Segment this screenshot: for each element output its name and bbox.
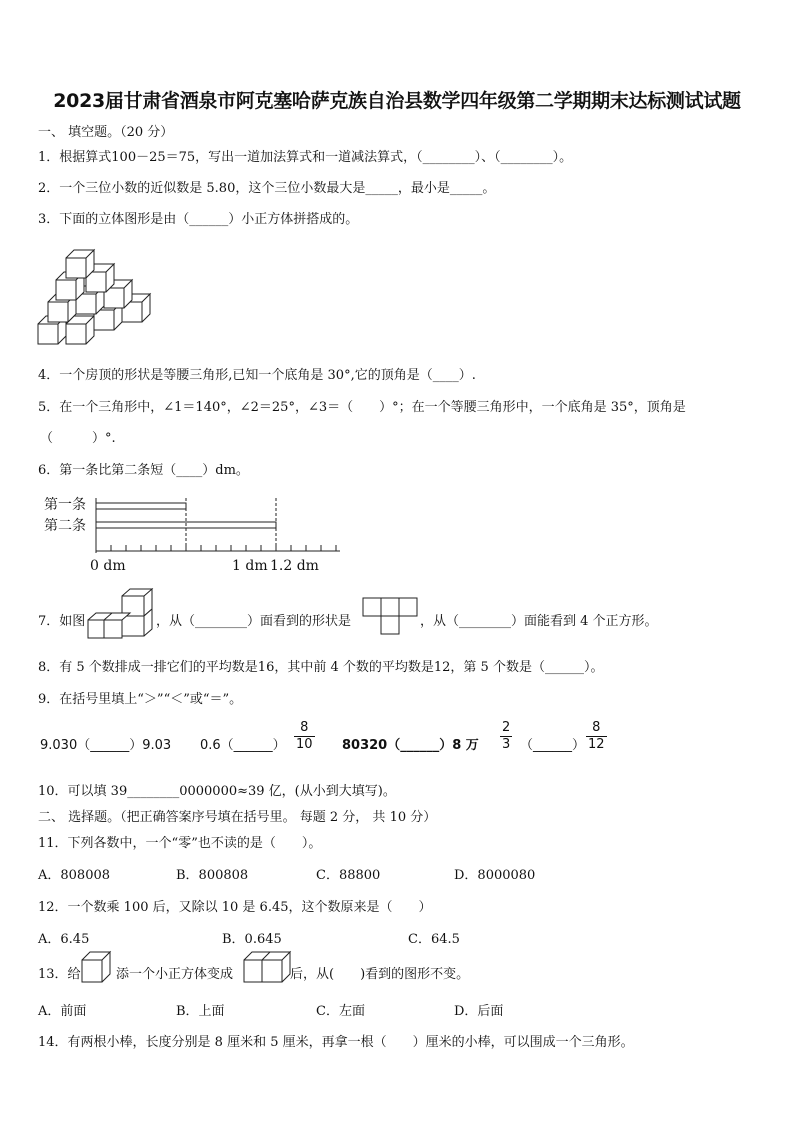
option-12-c: C．64.5 <box>408 932 460 947</box>
page-title: 2023届甘肃省酒泉市阿克塞哈萨克族自治县数学四年级第二学期期末达标测试试题 <box>53 90 741 112</box>
tick-label-0: 0 dm <box>90 558 126 574</box>
denominator: 3 <box>502 737 511 752</box>
numerator: 8 <box>294 720 315 737</box>
option-13-d: D．后面 <box>454 1004 504 1019</box>
option-11-c: C．88800 <box>316 868 381 883</box>
question-7-middle: ，从（________）面看到的形状是 <box>156 614 352 629</box>
question-5: 5．在一个三角形中，∠1＝140°，∠2＝25°，∠3＝（ ）°；在一个等腰三角形中，一个底角是 35°，顶角是 <box>38 400 686 415</box>
denominator: 12 <box>588 737 605 752</box>
question-9: 9．在括号里填上“＞”“＜”或“＝”。 <box>38 692 243 707</box>
question-8: 8．有 5 个数排成一排它们的平均数是16，其中前 4 个数的平均数是12，第 5 个数是（______）。 <box>38 660 604 675</box>
option-11-a: A．808008 <box>38 868 111 883</box>
option-11-b: B．800808 <box>176 868 249 883</box>
question-10: 10．可以填 39________0000000≈39 亿，(从小到大填写)。 <box>38 784 396 799</box>
option-13-b: B．上面 <box>176 1004 225 1019</box>
question-7-end: ，从（________）面能看到 4 个正方形。 <box>420 614 658 629</box>
section-heading-choice: 二、 选择题。（把正确答案序号填在括号里。 每题 2 分， 共 10 分） <box>38 810 437 825</box>
ruler-figure <box>94 498 344 558</box>
question-13-middle: 添一个小正方体变成 <box>116 967 234 982</box>
section-heading-fill: 一、 填空题。（20 分） <box>38 125 174 140</box>
question-13-start: 13．给 <box>38 967 81 982</box>
compare-item-c: 80320（______）8 万 <box>342 738 479 753</box>
numerator: 2 <box>502 720 511 735</box>
question-5-cont: （ ）°. <box>40 431 116 446</box>
compare-item-b: 0.6（______） <box>200 738 286 753</box>
compare-item-a: 9.030（______）9.03 <box>40 738 172 753</box>
line-label-first: 第一条 <box>44 497 86 513</box>
question-1: 1．根据算式100－25＝75，写出一道加法算式和一道减法算式，（________）、（________）。 <box>38 150 573 165</box>
denominator: 10 <box>296 737 313 752</box>
line-label-second: 第二条 <box>44 518 86 534</box>
compare-item-d: （______） <box>520 738 586 753</box>
question-7-start: 7．如图 <box>38 614 86 629</box>
q7-view-shape <box>362 597 420 637</box>
option-12-b: B．0.645 <box>222 932 282 947</box>
option-12-a: A．6.45 <box>38 932 90 947</box>
q13-cube-after <box>242 950 292 986</box>
question-12: 12．一个数乘 100 后，又除以 10 是 6.45，这个数原来是（ ） <box>38 900 432 915</box>
question-3: 3．下面的立体图形是由（______）小正方体拼搭成的。 <box>38 212 359 227</box>
option-11-d: D．8000080 <box>454 868 536 883</box>
question-11: 11．下列各数中，一个“零”也不读的是（ ）。 <box>38 836 322 851</box>
question-6: 6．第一条比第二条短（____）dm。 <box>38 463 249 478</box>
question-14: 14．有两根小棒，长度分别是 8 厘米和 5 厘米，再拿一根（ ）厘米的小棒，可以围成一个三角形。 <box>38 1035 634 1050</box>
tick-label-1: 1 dm <box>232 558 268 574</box>
numerator: 8 <box>586 720 607 737</box>
question-2: 2．一个三位小数的近似数是 5.80，这个三位小数最大是_____，最小是_____。 <box>38 181 496 196</box>
fraction-2-3 <box>500 720 512 753</box>
option-13-a: A．前面 <box>38 1004 87 1019</box>
tick-label-2: 1.2 dm <box>270 558 319 574</box>
fraction-8-12 <box>586 720 607 753</box>
cube-stack-figure <box>36 244 162 346</box>
fraction-8-10 <box>294 720 315 753</box>
q13-cube-before <box>80 950 114 986</box>
question-13-end: 后，从( )看到的图形不变。 <box>290 967 470 982</box>
q7-cube-figure <box>86 588 156 642</box>
option-13-c: C．左面 <box>316 1004 365 1019</box>
question-4: 4．一个房顶的形状是等腰三角形,已知一个底角是 30°,它的顶角是（____）. <box>38 368 476 383</box>
